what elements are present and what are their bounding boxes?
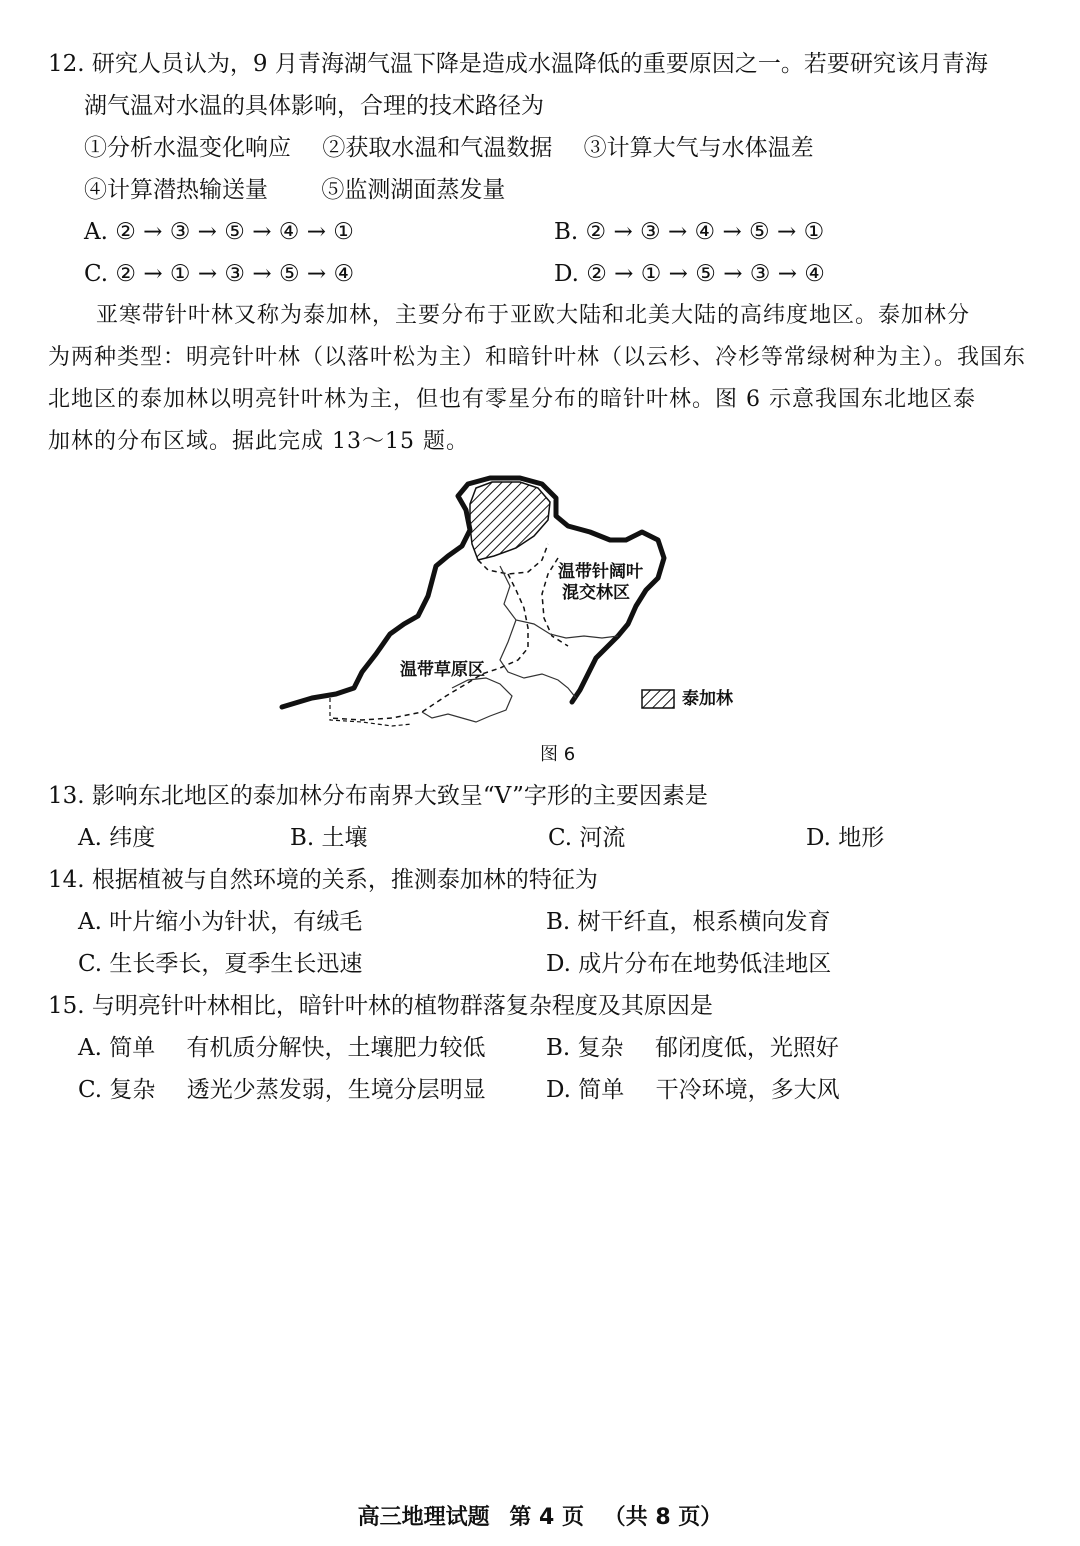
q15-option-a-body: 有机质分解快，土壤肥力较低 (186, 1035, 486, 1061)
footer-page-number: 第 4 页 (509, 1505, 584, 1530)
passage-line3: 北地区的泰加林以明亮针叶林为主，但也有零星分布的暗针叶林。图 6 示意我国东北地区泰 (48, 387, 976, 412)
legend-taiga-label: 泰加林 (682, 689, 733, 709)
q15-option-d-body: 干冷环境，多大风 (655, 1077, 840, 1103)
q12-item-5: ⑤监测湖面蒸发量 (321, 177, 506, 203)
legend-taiga-swatch (642, 690, 674, 708)
footer-total-pages: （共 8 页） (603, 1505, 723, 1530)
q12-items-row2 (84, 174, 505, 206)
q15-stem: 15. 与明亮针叶林相比，暗针叶林的植物群落复杂程度及其原因是 (48, 993, 713, 1019)
passage-line4: 加林的分布区域。据此完成 13～15 题。 (48, 429, 469, 454)
q15-option-c-head: C. 复杂 (78, 1077, 156, 1103)
q13-option-b[interactable]: B. 土壤 (290, 825, 368, 851)
province-boundary (500, 620, 576, 698)
figure-caption: 图 6 (540, 744, 576, 765)
q12-item-2: ②获取水温和气温数据 (322, 135, 553, 161)
passage-line2: 为两种类型：明亮针叶林（以落叶松为主）和暗针叶林（以云杉、冷杉等常绿树种为主）。我国东 (48, 345, 1027, 370)
q15-option-b-body: 郁闭度低，光照好 (654, 1035, 839, 1061)
q12-stem-line2: 湖气温对水温的具体影响，合理的技术路径为 (84, 93, 544, 119)
q12-item-4: ④计算潜热输送量 (84, 177, 268, 203)
figure-6-map (272, 474, 752, 744)
q15-option-d-head: D. 简单 (546, 1077, 625, 1103)
western-boundary (330, 698, 412, 726)
footer-subject: 高三地理试题 (357, 1505, 490, 1530)
q15-option-b-head: B. 复杂 (546, 1035, 624, 1061)
q15-option-c-body: 透光少蒸发弱，生境分层明显 (186, 1077, 486, 1103)
q12-option-a[interactable]: A. ② → ③ → ⑤ → ④ → ① (84, 219, 354, 245)
northeast-china-map (272, 474, 752, 744)
q15-option-a[interactable] (78, 1032, 486, 1064)
label-forest-line2: 混交林区 (562, 583, 630, 603)
q14-stem: 14. 根据植被与自然环境的关系，推测泰加林的特征为 (48, 867, 598, 893)
q15-option-d[interactable] (546, 1074, 840, 1106)
province-boundary (452, 678, 512, 722)
q15-option-b[interactable] (546, 1032, 839, 1064)
q12-option-d[interactable]: D. ② → ① → ⑤ → ③ → ④ (554, 261, 825, 287)
label-grassland: 温带草原区 (400, 660, 485, 680)
q14-option-b[interactable]: B. 树干纤直，根系横向发育 (546, 909, 831, 935)
q12-option-b[interactable]: B. ② → ③ → ④ → ⑤ → ① (554, 219, 825, 245)
q13-option-d[interactable]: D. 地形 (806, 825, 885, 851)
q13-option-c[interactable]: C. 河流 (548, 825, 626, 851)
label-forest-line1: 温带针阔叶 (558, 562, 643, 582)
q14-option-a[interactable]: A. 叶片缩小为针状，有绒毛 (78, 909, 363, 935)
q15-option-a-head: A. 简单 (78, 1035, 156, 1061)
q12-stem-line1: 12. 研究人员认为，9 月青海湖气温下降是造成水温降低的重要原因之一。若要研究该月青海 (48, 51, 988, 77)
q15-option-c[interactable] (78, 1074, 486, 1106)
q12-item-3: ③计算大气与水体温差 (583, 135, 814, 161)
q12-option-c[interactable]: C. ② → ① → ③ → ⑤ → ④ (84, 261, 355, 287)
q14-option-d[interactable]: D. 成片分布在地势低洼地区 (546, 951, 832, 977)
q12-item-1: ①分析水温变化响应 (84, 135, 291, 161)
q12-items-row1 (84, 132, 814, 164)
passage-line1: 亚寒带针叶林又称为泰加林，主要分布于亚欧大陆和北美大陆的高纬度地区。泰加林分 (96, 303, 971, 328)
q14-option-c[interactable]: C. 生长季长，夏季生长迅速 (78, 951, 363, 977)
province-boundary (422, 712, 462, 718)
page-footer (0, 1500, 1080, 1531)
q13-stem: 13. 影响东北地区的泰加林分布南界大致呈“V”字形的主要因素是 (48, 783, 708, 809)
q13-option-a[interactable]: A. 纬度 (78, 825, 156, 851)
taiga-region (470, 482, 550, 560)
